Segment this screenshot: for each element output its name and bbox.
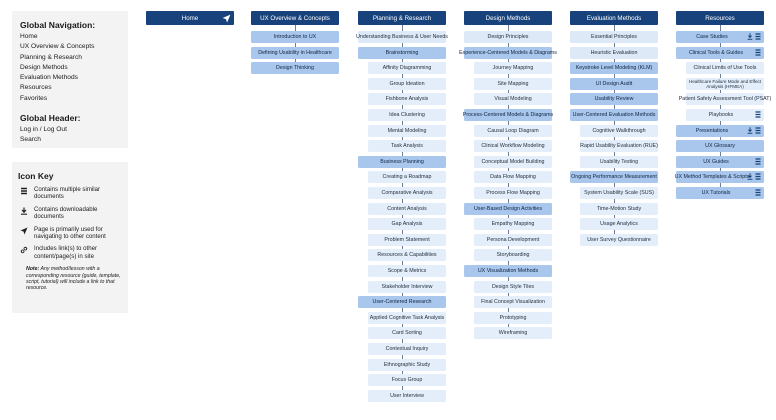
sitemap-node-ui-design-audit[interactable] [570,78,658,90]
nav-list [20,32,120,104]
sitemap-node-healthcare-failure-mode-and-effect-analysis-hfmea[interactable] [686,78,764,90]
sitemap-node-label: Brainstorming [385,49,419,56]
download-icon [747,127,753,136]
sitemap-node-contextual-inquiry[interactable] [368,343,446,355]
sitemap-node-mental-modeling[interactable] [368,125,446,137]
stack-icon [755,33,761,42]
sitemap-node-visual-modeling[interactable] [474,93,552,105]
icon-key-row [18,186,122,201]
download-icon [747,33,753,42]
sitemap-node-label: Mental Modeling [387,127,427,134]
sitemap-node-user-survey-questionnaire[interactable] [580,234,658,246]
sitemap-node-label: Applied Cognitive Task Analysis [369,314,445,321]
sitemap-node-label: Introduction to UX [273,34,317,40]
sitemap-node-ongoing-performance-measurement[interactable] [570,171,658,183]
icon-key-panel [12,162,128,313]
navigation-arrow-icon [20,227,28,235]
sitemap-node-design-thinking[interactable] [251,62,339,74]
header-item: Log in / Log Out [20,126,67,134]
sitemap-node-business-planning[interactable] [358,156,446,168]
sitemap-node-label: Resources & Capabilities [377,252,437,259]
sitemap-node-scope-metrics[interactable] [368,265,446,277]
sitemap-node-label: Contextual Inquiry [385,346,429,352]
sitemap-node-label: Clinical Limits of Use Tools [693,65,757,72]
sitemap-node-label: Usability Testing [599,158,639,165]
sitemap-node-understanding-business-user-needs[interactable] [358,31,446,43]
sitemap-node-conceptual-model-building[interactable] [474,156,552,168]
nav-item: Home [20,33,38,40]
sitemap-node-label: Prototyping [499,314,527,321]
sitemap-node-label: Data Flow Mapping [490,174,536,181]
sitemap-node-label: Comparative Analysis [381,190,433,196]
sitemap-node-final-concept-visualization[interactable] [474,296,552,308]
sitemap-node-ux-guides[interactable] [676,156,764,168]
nav-item: UX Overview & Concepts [20,43,95,51]
sitemap-node-label: Patient Safety Assessment Tool (PSAT) [678,96,772,103]
sitemap-node-label: Wireframing [498,330,528,337]
sitemap-node-label: UX Method Templates & Scripts [674,174,750,181]
stack-icon [755,49,761,58]
sitemap-node-data-flow-mapping[interactable] [474,171,552,183]
sitemap-node-label: Ongoing Performance Measurement [571,174,657,181]
node-icons [755,49,761,58]
column-header-resources[interactable] [676,11,764,25]
column-header-ux-overview-concepts[interactable] [251,11,339,25]
sitemap-node-label: Focus Group [391,377,423,384]
header-list [20,125,120,146]
icon-key-title: Icon Key [18,171,54,181]
navigation-arrow-icon [222,14,231,25]
column-header-evaluation-methods[interactable] [570,11,658,25]
sitemap-node-fishbone-analysis[interactable] [368,93,446,105]
legend-navigation-panel [12,11,128,148]
column-header-label: Planning & Research [372,14,432,22]
sitemap-node-applied-cognitive-task-analysis[interactable] [368,312,446,324]
sitemap-node-label: Usability Review [594,96,634,103]
sitemap-node-label: Site Mapping [497,80,529,87]
sitemap-node-label: Rapid Usability Evaluation (RUE) [580,143,658,150]
column-header-label: Evaluation Methods [586,14,642,22]
sitemap-node-focus-group[interactable] [368,374,446,386]
sitemap-node-system-usability-scale-sus[interactable] [580,187,658,199]
nav-item: Planning & Research [20,53,82,61]
sitemap-node-label: Visual Modeling [494,96,532,103]
stack-icon [755,173,761,182]
sitemap-node-label: Experience-Centered Models & Diagrams [459,49,557,56]
sitemap-node-label: Conceptual Model Building [481,158,545,165]
note-text: Any method/lesson with a corresponding resource (guide, template, script, tutorial) will include a link to that resource. [26,266,121,292]
sitemap-node-clinical-limits-of-use-tools[interactable] [686,62,764,74]
sitemap-node-label: Clinical Tools & Guides [688,49,744,56]
nav-item: Design Methods [20,63,68,71]
stack-icon [755,111,761,120]
sitemap-node-clinical-tools-guides[interactable] [676,47,764,59]
sitemap-node-brainstorming[interactable] [358,47,446,59]
node-icons [747,127,761,136]
icon-key-note [18,266,122,292]
sitemap-node-label: Design Style Tiles [491,283,535,290]
sitemap-node-label: UX Glossary [705,143,735,150]
sitemap-node-playbooks[interactable] [686,109,764,121]
sitemap-node-usability-testing[interactable] [580,156,658,168]
sitemap-node-task-analysis[interactable] [368,140,446,152]
sitemap-node-persona-development[interactable] [474,234,552,246]
sitemap-node-label: Business Planning [380,158,424,165]
sitemap-node-label: User-Centered Research [372,299,432,306]
sitemap-node-label: Task Analysis [391,143,423,150]
sitemap-node-design-style-tiles[interactable] [474,281,552,293]
sitemap-node-label: Journey Mapping [492,65,534,72]
sitemap-node-label: Usage Analytics [600,221,638,228]
stack-icon [755,189,761,198]
sitemap-node-label: System Usability Scale (SUS) [584,190,654,196]
sitemap-node-user-based-design-activities[interactable] [464,203,552,215]
sitemap-node-label: UI Design Audit [595,80,633,87]
sitemap-node-essential-principles[interactable] [570,31,658,43]
sitemap-node-user-centered-evaluation-methods[interactable] [570,109,658,121]
sitemap-node-label: Affinity Diagramming [382,65,432,72]
sitemap-node-idea-clustering[interactable] [368,109,446,121]
node-icons [755,111,761,120]
sitemap-node-label: Essential Principles [591,34,637,40]
nav-item: Evaluation Methods [20,74,78,82]
icon-key-row [18,226,122,241]
sitemap-node-prototyping[interactable] [474,312,552,324]
sitemap-node-group-ideation[interactable] [368,78,446,90]
sitemap-node-label: Healthcare Failure Mode and Effect Analysis (HFMEA) [688,78,762,89]
note-label: Note: [26,266,40,273]
sitemap-node-content-analysis[interactable] [368,203,446,215]
sitemap-node-clinical-workflow-modeling[interactable] [474,140,552,152]
sitemap-node-resources-capabilities[interactable] [368,249,446,261]
stack-icon [755,127,761,136]
icon-key-text: Page is primarily used for navigating to other content [34,225,106,241]
sitemap-node-time-motion-study[interactable] [580,203,658,215]
sitemap-node-storyboarding[interactable] [474,249,552,261]
sitemap-node-site-mapping[interactable] [474,78,552,90]
sitemap-node-label: User-Based Design Activities [473,205,542,212]
download-icon [20,207,28,215]
sitemap-node-ux-visualization-methods[interactable] [464,265,552,277]
icon-key-text: Contains downloadable documents [34,205,98,221]
sitemap-node-label: UX Guides [703,158,729,165]
sitemap-node-label: Card Sorting [392,330,422,337]
column-header-label: Home [181,14,199,22]
sitemap-node-causal-loop-diagram[interactable] [474,125,552,137]
stack-icon [755,158,761,167]
sitemap-node-heuristic-evaluation[interactable] [570,47,658,59]
sitemap-node-defining-usability-in-healthcare[interactable] [251,47,339,59]
sitemap-node-label: Heuristic Evaluation [590,49,638,56]
sitemap-node-presentations[interactable] [676,125,764,137]
sitemap-node-label: User Survey Questionnaire [587,236,651,243]
sitemap-node-design-principles[interactable] [464,31,552,43]
header-item: Search [20,136,41,144]
column-header-label: Design Methods [485,14,531,22]
icon-key-text: Contains multiple similar documents [34,186,101,201]
header-title: Global Header: [20,113,81,124]
sitemap-node-label: Creating a Roadmap [382,174,432,181]
nav-item: Favorites [20,94,48,102]
sitemap-node-affinity-diagramming[interactable] [368,62,446,74]
sitemap-node-label: Problem Statement [384,236,430,243]
sitemap-node-process-centered-models-diagrams[interactable] [464,109,552,121]
sitemap-node-case-studies[interactable] [676,31,764,43]
sitemap-node-label: Time-Motion Study [596,205,642,212]
sitemap-node-label: Design Principles [487,34,529,40]
sitemap-node-label: Keystroke Level Modeling (KLM) [575,65,653,72]
sitemap-node-usage-analytics[interactable] [580,218,658,230]
sitemap-node-label: Content Analysis [387,205,427,212]
sitemap-node-label: Playbooks [708,112,734,118]
link-icon [20,246,28,254]
column-header-label: UX Overview & Concepts [260,14,330,22]
sitemap-node-label: Presentations [695,127,729,134]
sitemap-node-label: Group Ideation [389,80,425,87]
sitemap-node-label: Final Concept Visualization [481,299,545,306]
sitemap-node-user-centered-research[interactable] [358,296,446,308]
stack-icon [20,187,28,195]
sitemap-node-card-sorting[interactable] [368,327,446,339]
column-header-planning-research[interactable] [358,11,446,25]
sitemap-node-label: Empathy Mapping [491,221,535,228]
sitemap-node-keystroke-level-modeling-klm[interactable] [570,62,658,74]
sitemap-node-label: User-Centered Evaluation Methods [572,112,656,118]
sitemap-node-introduction-to-ux[interactable] [251,31,339,43]
column-header-home[interactable] [146,11,234,25]
sitemap-node-label: Stakeholder Interview [381,283,433,290]
download-icon [747,173,753,182]
sitemap-node-comparative-analysis[interactable] [368,187,446,199]
sitemap-node-journey-mapping[interactable] [474,62,552,74]
sitemap-node-ux-glossary[interactable] [676,140,764,152]
sitemap-node-label: Ethnographic Study [383,361,431,368]
column-header-label: Resources [705,14,735,22]
sitemap-node-process-flow-mapping[interactable] [474,187,552,199]
sitemap-node-user-interview[interactable] [368,390,446,402]
sitemap-node-label: Causal Loop Diagram [487,127,539,134]
sitemap-node-label: Scope & Metrics [387,268,427,274]
node-icons [755,189,761,198]
sitemap-node-problem-statement[interactable] [368,234,446,246]
sitemap-node-label: UX Visualization Methods [477,268,539,274]
sitemap-node-label: Understanding Business & User Needs [356,34,448,40]
node-icons [755,158,761,167]
sitemap-node-label: Cognitive Walkthrough [592,127,646,134]
sitemap-node-label: Fishbone Analysis [385,96,429,103]
icon-key-text: Includes link(s) to other content/page(s) in site [34,245,97,260]
node-icons [747,173,761,182]
nav-title: Global Navigation: [20,20,96,30]
sitemap-node-label: Design Thinking [276,65,314,72]
sitemap-node-experience-centered-models-diagrams[interactable] [459,47,557,59]
sitemap-node-label: User Interview [390,392,424,399]
sitemap-node-label: Defining Usability in Healthcare [258,49,332,56]
node-icons [747,33,761,42]
sitemap-node-empathy-mapping[interactable] [474,218,552,230]
sitemap-node-ux-method-templates-scripts[interactable] [676,171,764,183]
sitemap-node-label: Case Studies [696,34,728,40]
sitemap-node-ethnographic-study[interactable] [368,359,446,371]
icon-key-row [18,245,122,260]
sitemap-node-rapid-usability-evaluation-rue[interactable] [580,140,658,152]
sitemap-node-stakeholder-interview[interactable] [368,281,446,293]
column-header-design-methods[interactable] [464,11,552,25]
sitemap-node-label: Idea Clustering [389,112,425,118]
sitemap-node-patient-safety-assessment-tool-psat[interactable] [678,93,772,105]
sitemap-node-label: Gap Analysis [391,221,423,228]
sitemap-node-ux-tutorials[interactable] [676,187,764,199]
sitemap-node-label: Persona Development [486,236,540,243]
sitemap-node-creating-a-roadmap[interactable] [368,171,446,183]
nav-item: Resources [20,84,52,92]
sitemap-node-label: Process Flow Mapping [486,190,540,196]
sitemap-node-label: Storyboarding [496,252,530,259]
sitemap-node-label: Clinical Workflow Modeling [481,143,545,150]
sitemap-node-usability-review[interactable] [570,93,658,105]
icon-key-row [18,206,122,221]
sitemap-node-gap-analysis[interactable] [368,218,446,230]
sitemap-node-wireframing[interactable] [474,327,552,339]
sitemap-node-cognitive-walkthrough[interactable] [580,125,658,137]
sitemap-node-label: UX Tutorials [701,190,731,196]
sitemap-node-label: Process-Centered Models & Diagrams [462,112,554,118]
